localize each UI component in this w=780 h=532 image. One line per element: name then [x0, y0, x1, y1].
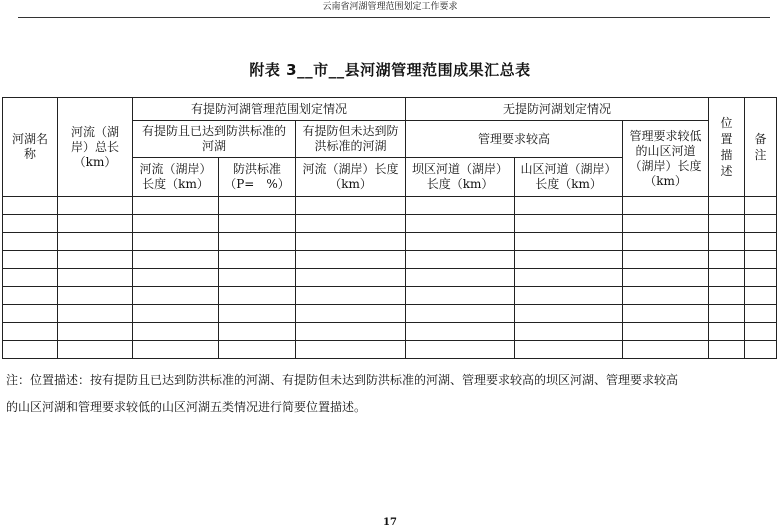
table-cell — [133, 269, 219, 287]
summary-table — [2, 97, 777, 359]
table-cell — [515, 287, 623, 305]
header-low-management: 管理要求较低的山区河道（湖岸）长度（km） — [623, 121, 709, 197]
table-cell — [133, 287, 219, 305]
header-river-name: 河湖名称 — [3, 98, 58, 197]
table-cell — [3, 251, 58, 269]
header-mountain-area-length: 山区河道（湖岸）长度（km） — [515, 158, 623, 197]
table-cell — [709, 251, 745, 269]
header-high-management: 管理要求较高 — [406, 121, 623, 158]
table-cell — [58, 269, 133, 287]
table-cell — [133, 341, 219, 359]
table-cell — [623, 269, 709, 287]
table-cell — [133, 251, 219, 269]
table-cell — [745, 215, 777, 233]
table-cell — [296, 323, 406, 341]
table-cell — [623, 233, 709, 251]
header-rule — [18, 17, 770, 18]
table-cell — [133, 323, 219, 341]
table-cell — [709, 269, 745, 287]
header-location: 位置描述 — [709, 98, 745, 197]
table-cell — [219, 287, 296, 305]
table-cell — [296, 269, 406, 287]
table-cell — [219, 323, 296, 341]
table-cell — [219, 251, 296, 269]
table-cell — [219, 269, 296, 287]
table-cell — [406, 215, 515, 233]
table-cell — [296, 341, 406, 359]
table-cell — [745, 197, 777, 215]
table-cell — [623, 215, 709, 233]
table-cell — [3, 323, 58, 341]
table-cell — [745, 251, 777, 269]
table-cell — [406, 233, 515, 251]
table-cell — [623, 305, 709, 323]
table-row — [3, 341, 777, 359]
table-cell — [623, 323, 709, 341]
table-cell — [58, 305, 133, 323]
table-cell — [3, 197, 58, 215]
table-cell — [3, 341, 58, 359]
table-cell — [58, 323, 133, 341]
table-cell — [296, 197, 406, 215]
header-below-standard: 有提防但未达到防洪标准的河湖 — [296, 121, 406, 158]
page-number: 17 — [383, 517, 397, 528]
table-cell — [133, 305, 219, 323]
header-river-length: 河流（湖岸）长度（km） — [133, 158, 219, 197]
table-cell — [515, 215, 623, 233]
table-cell — [623, 197, 709, 215]
table-cell — [296, 305, 406, 323]
table-cell — [709, 197, 745, 215]
table-cell — [58, 215, 133, 233]
table-cell — [515, 305, 623, 323]
table-row — [3, 197, 777, 215]
table-cell — [515, 197, 623, 215]
header-with-embankment: 有提防河湖管理范围划定情况 — [133, 98, 406, 121]
note-line-1: 注：位置描述：按有提防且已达到防洪标准的河湖、有提防但未达到防洪标准的河湖、管理要求较高的坝区河湖、管理要求较高 — [6, 373, 679, 387]
table-cell — [219, 233, 296, 251]
table-cell — [3, 215, 58, 233]
table-cell — [3, 287, 58, 305]
table-cell — [133, 197, 219, 215]
table-cell — [709, 215, 745, 233]
table-cell — [58, 197, 133, 215]
header-remarks: 备注 — [745, 98, 777, 197]
table-cell — [219, 197, 296, 215]
table-cell — [406, 197, 515, 215]
table-cell — [296, 233, 406, 251]
header-dam-area-length: 坝区河道（湖岸）长度（km） — [406, 158, 515, 197]
table-cell — [58, 287, 133, 305]
table-row — [3, 233, 777, 251]
table-cell — [219, 341, 296, 359]
table-cell — [406, 341, 515, 359]
table-cell — [58, 341, 133, 359]
table-cell — [406, 251, 515, 269]
table-cell — [406, 323, 515, 341]
table-cell — [745, 233, 777, 251]
header-without-embankment: 无提防河湖划定情况 — [406, 98, 709, 121]
table-cell — [296, 251, 406, 269]
table-row — [3, 305, 777, 323]
header-river-length-2: 河流（湖岸）长度（km） — [296, 158, 406, 197]
header-meets-standard: 有提防且已达到防洪标准的河湖 — [133, 121, 296, 158]
table-cell — [133, 215, 219, 233]
table-cell — [709, 341, 745, 359]
table-cell — [745, 323, 777, 341]
table-cell — [709, 305, 745, 323]
table-title: 附表 3__市__县河湖管理范围成果汇总表 — [249, 61, 531, 79]
table-cell — [58, 251, 133, 269]
table-cell — [623, 287, 709, 305]
table-cell — [623, 341, 709, 359]
header-flood-standard: 防洪标准（P= %） — [219, 158, 296, 197]
table-cell — [3, 233, 58, 251]
table-cell — [709, 287, 745, 305]
table-cell — [219, 305, 296, 323]
table-row — [3, 215, 777, 233]
table-cell — [515, 269, 623, 287]
table-cell — [406, 287, 515, 305]
header-total-length: 河流（湖岸）总长（km） — [58, 98, 133, 197]
table-cell — [219, 215, 296, 233]
table-cell — [709, 233, 745, 251]
table-row — [3, 323, 777, 341]
table-cell — [133, 233, 219, 251]
table-cell — [515, 233, 623, 251]
table-cell — [709, 323, 745, 341]
table-row — [3, 287, 777, 305]
table-cell — [296, 287, 406, 305]
table-cell — [515, 251, 623, 269]
note-line-2: 的山区河湖和管理要求较低的山区河湖五类情况进行简要位置描述。 — [6, 400, 367, 414]
table-row — [3, 251, 777, 269]
table-cell — [406, 269, 515, 287]
table-cell — [745, 341, 777, 359]
table-cell — [623, 251, 709, 269]
table-cell — [406, 305, 515, 323]
table-cell — [515, 341, 623, 359]
table-cell — [58, 233, 133, 251]
table-cell — [745, 305, 777, 323]
table-cell — [296, 215, 406, 233]
table-cell — [745, 287, 777, 305]
running-header: 云南省河湖管理范围划定工作要求 — [322, 2, 458, 12]
table-cell — [515, 323, 623, 341]
table-row — [3, 269, 777, 287]
table-cell — [3, 305, 58, 323]
table-cell — [745, 269, 777, 287]
table-cell — [3, 269, 58, 287]
